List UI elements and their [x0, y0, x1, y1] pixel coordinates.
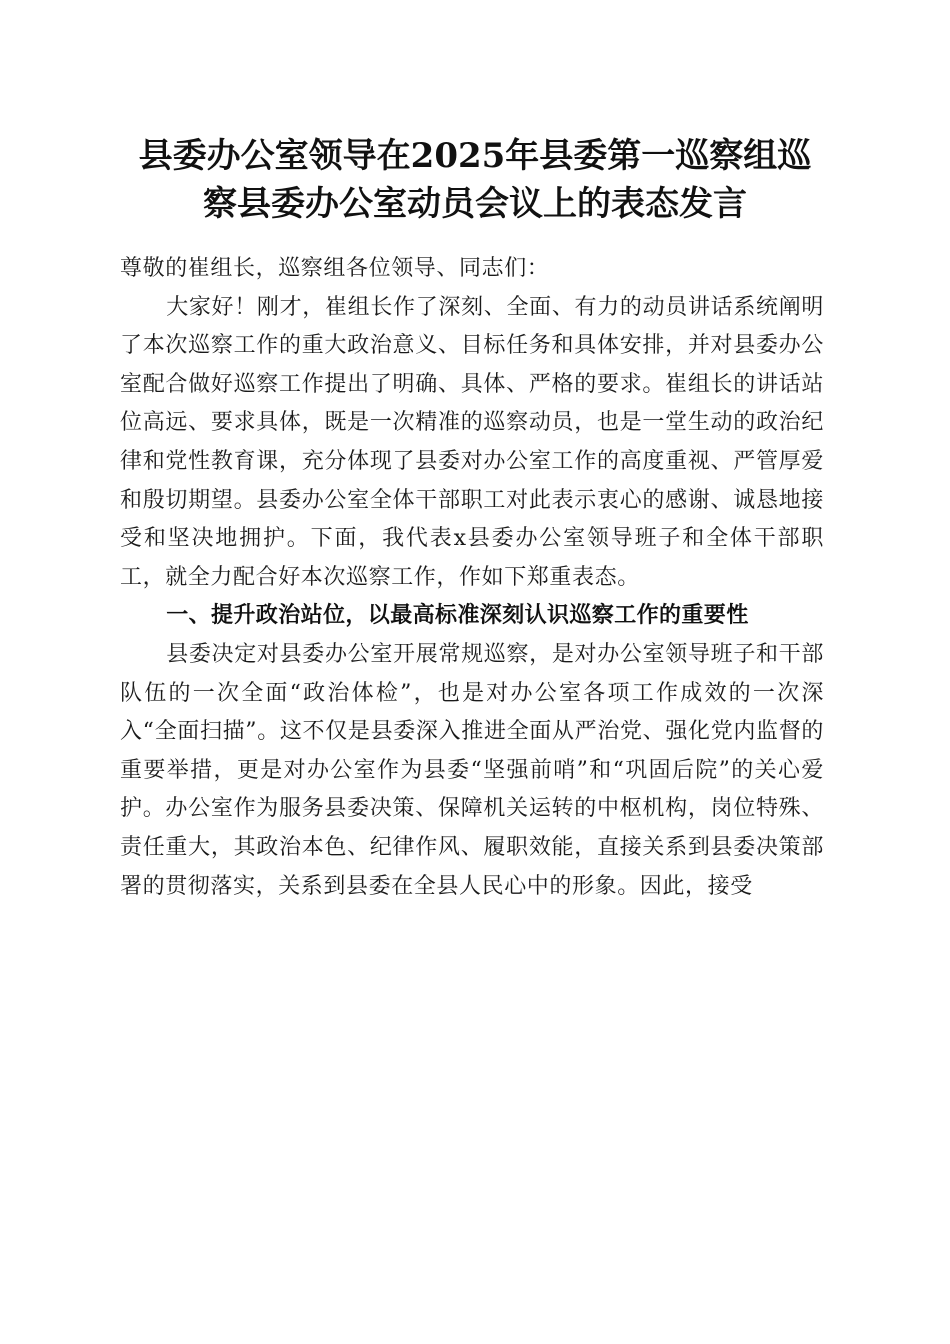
document-title [100, 132, 850, 228]
document-body [120, 250, 824, 906]
opening-paragraph: 大家好！刚才，崔组长作了深刻、全面、有力的动员讲话系统阐明了本次巡察工作的重大政治意义、目标任务和具体安排，并对县委办公室配合做好巡察工作提出了明确、具体、严格的要求。崔组长的讲话站位高远、要求具体，既是一次精准的巡察动员，也是一堂生动的政治纪律和党性教育课，充分体现了县委对办公室工作的高度重视、严管厚爱和殷切期望。县委办公室全体干部职工对此表示衷心的感谢、诚恳地接受和坚决地拥护。下面，我代表x县委办公室领导班子和全体干部职工，就全力配合好本次巡察工作，作如下郑重表态。 [120, 294, 824, 590]
salutation: 尊敬的崔组长，巡察组各位领导、同志们： [120, 256, 550, 281]
section-1-paragraph: 县委决定对县委办公室开展常规巡察，是对办公室领导班子和干部队伍的一次全面“政治体检”，也是对办公室各项工作成效的一次深入“全面扫描”。这不仅是县委深入推进全面从严治党、强化党内监督的重要举措，更是对办公室作为县委“坚强前哨”和“巩固后院”的关心爱护。办公室作为服务县委决策、保障机关运转的中枢机构，岗位特殊、责任重大，其政治本色、纪律作风、履职效能，直接关系到县委决策部署的贯彻落实，关系到县委在全县人民心中的形象。因此，接受 [120, 641, 824, 899]
title-line-1: 县委办公室领导在2025年县委第一巡察组巡 [138, 136, 812, 176]
section-heading-1: 一、提升政治站位，以最高标准深刻认识巡察工作的重要性 [166, 603, 749, 629]
title-line-2: 察县委办公室动员会议上的表态发言 [203, 184, 747, 224]
